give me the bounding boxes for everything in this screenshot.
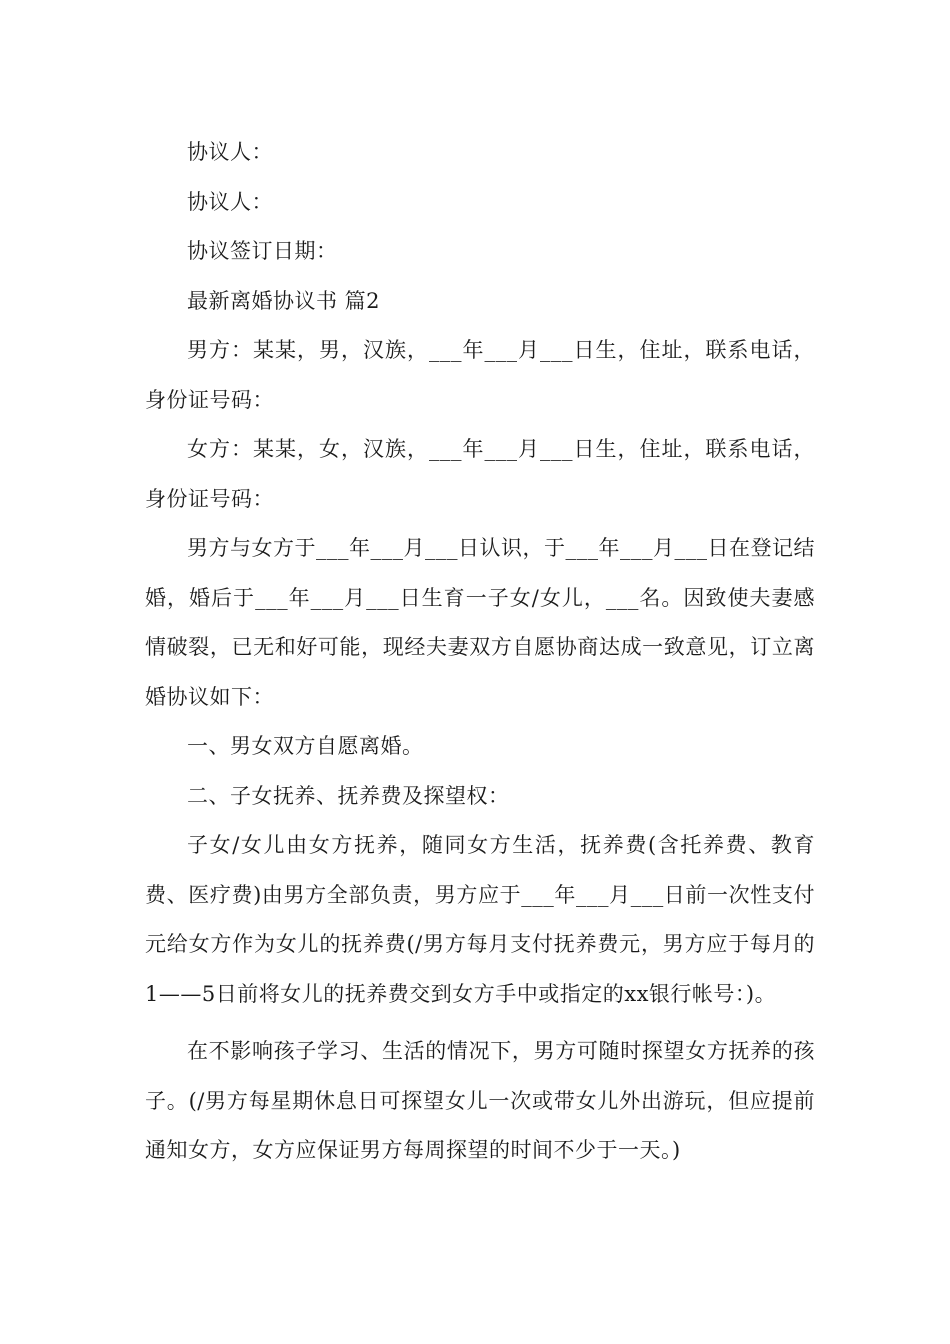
clause-2-heading: 二、子女抚养、抚养费及探望权： xyxy=(187,783,510,808)
female-party-info: 女方：某某，女，汉族，___年___月___日生，住址，联系电话，身份证号码： xyxy=(145,437,815,511)
child-support-paragraph: 子女/女儿由女方抚养，随同女方生活，抚养费(含托养费、教育费、医疗费)由男方全部负责，男方应于___年___月___日前一次性支付元给女方作为女儿的抚养费(/男方每月支付抚养费元，男方应于每月的1——5日前将女儿的抚养费交到女方手中或指定的xx银行帐号：)。 xyxy=(145,833,815,1006)
section-heading: 最新离婚协议书 篇2 xyxy=(187,288,381,313)
male-party-info: 男方：某某，男，汉族，___年___月___日生，住址，联系电话，身份证号码： xyxy=(145,338,815,412)
signing-date-line: 协议签订日期： xyxy=(187,239,338,263)
signatory-line-1: 协议人： xyxy=(187,140,273,164)
clause-1: 一、男女双方自愿离婚。 xyxy=(187,734,424,758)
visitation-paragraph: 在不影响孩子学习、生活的情况下，男方可随时探望女方抚养的孩子。(/男方每星期休息日可探望女儿一次或带女儿外出游玩，但应提前通知女方，女方应保证男方每周探望的时间不少于一天。) xyxy=(145,1039,815,1162)
signatory-line-2: 协议人： xyxy=(187,189,273,214)
marriage-background: 男方与女方于___年___月___日认识，于___年___月___日在登记结婚，婚后于___年___月___日生育一子女/女儿，___名。因致使夫妻感情破裂，已无和好可能，现经夫妻双方自愿协商达成一致意见，订立离婚协议如下： xyxy=(145,536,815,709)
document-body xyxy=(145,128,815,1176)
